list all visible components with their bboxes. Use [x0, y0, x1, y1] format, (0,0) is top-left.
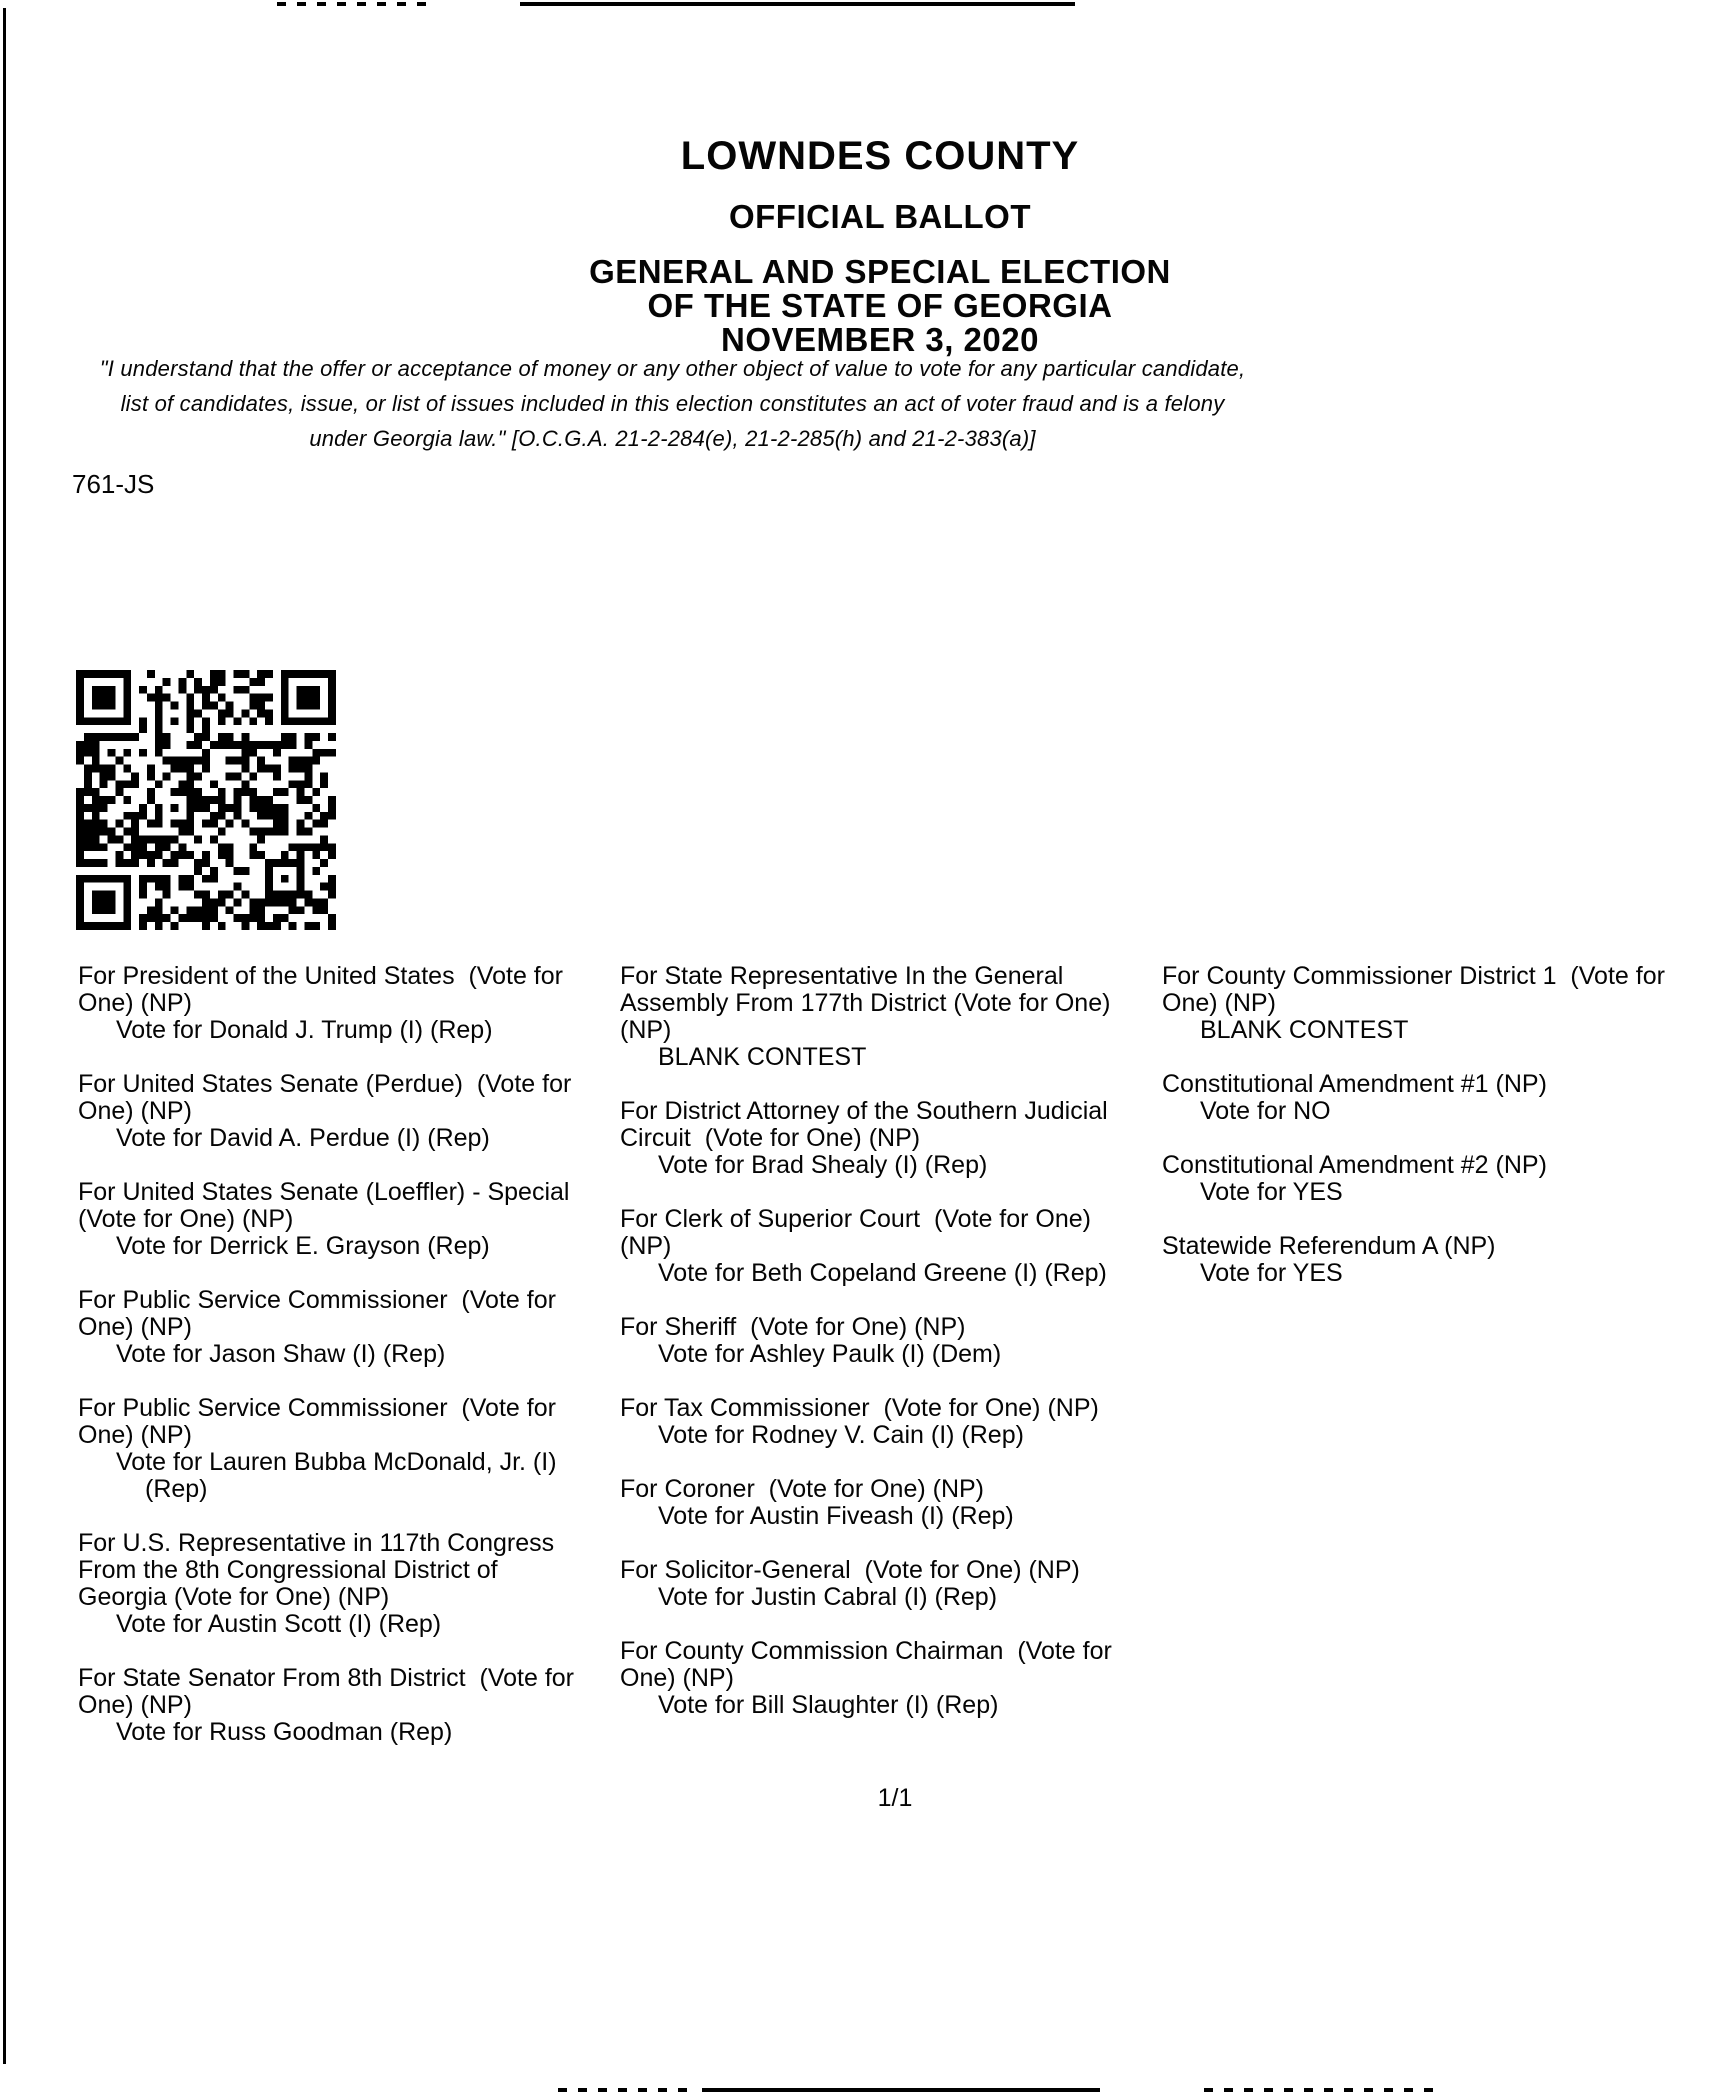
contest-columns [78, 963, 1722, 1773]
contest-title: For President of the United States (Vote for One) (NP) [78, 962, 570, 1017]
ballot-style-code: 761-JS [72, 469, 155, 499]
ballot-type-title: OFFICIAL BALLOT [728, 198, 1032, 235]
contest-vote: Vote for Ashley Paulk (I) (Dem) [658, 1340, 1002, 1368]
contest-vote: BLANK CONTEST [658, 1043, 867, 1071]
contest [78, 1530, 578, 1638]
contest-title: For County Commission Chairman (Vote for One) (NP) [620, 1637, 1119, 1692]
contest [620, 1395, 1120, 1449]
contest-column-3 [1162, 963, 1722, 1773]
contest-title: For United States Senate (Loeffler) - Special (Vote for One) (NP) [78, 1178, 584, 1233]
contest-vote: Vote for YES [1200, 1259, 1343, 1287]
election-title-line2: OF THE STATE OF GEORGIA [647, 287, 1113, 324]
contest [1162, 963, 1722, 1044]
contest-vote: Vote for Russ Goodman (Rep) [116, 1718, 453, 1746]
contest-column-1 [78, 962, 584, 1773]
contest [78, 1071, 578, 1152]
contest [620, 1557, 1120, 1611]
contest-vote: Vote for Rodney V. Cain (I) (Rep) [658, 1421, 1024, 1449]
contest [620, 1476, 1120, 1530]
contest-vote: Vote for Jason Shaw (I) (Rep) [116, 1340, 446, 1368]
election-title-line1: GENERAL AND SPECIAL ELECTION [589, 253, 1171, 290]
ballot-header [30, 0, 1728, 357]
contest [620, 1206, 1120, 1287]
contest-vote: Vote for Justin Cabral (I) (Rep) [658, 1583, 998, 1611]
contest-vote: BLANK CONTEST [1200, 1016, 1409, 1044]
contest-title: For State Representative In the General Assembly From 177th District (Vote for One) (NP) [620, 962, 1118, 1044]
contest [78, 1395, 578, 1503]
contest-vote: Vote for Donald J. Trump (I) (Rep) [116, 1016, 493, 1044]
contest-vote: Vote for Derrick E. Grayson (Rep) [116, 1232, 490, 1260]
contest [78, 963, 578, 1044]
contest-title: For Tax Commissioner (Vote for One) (NP) [620, 1394, 1099, 1422]
fraud-disclaimer-line3: under Georgia law." [O.C.G.A. 21-2-284(e), 21-2-285(h) and 21-2-383(a)] [309, 426, 1036, 451]
contest [78, 1178, 584, 1260]
contest-title: Statewide Referendum A (NP) [1162, 1232, 1496, 1260]
contest-vote: Vote for Beth Copeland Greene (I) (Rep) [658, 1259, 1107, 1287]
fraud-disclaimer-line2: list of candidates, issue, or list of issues included in this election constitutes an act of voter fraud and is a felony [120, 391, 1225, 416]
contest-vote: Vote for Lauren Bubba McDonald, Jr. (I) (Rep) [116, 1448, 564, 1503]
contest-title: For Sheriff (Vote for One) (NP) [620, 1313, 966, 1341]
contest [620, 963, 1120, 1071]
scan-edge-bottom-dashes-left [558, 2088, 698, 2092]
contest-title: For Coroner (Vote for One) (NP) [620, 1475, 985, 1503]
contest [1162, 1233, 1722, 1287]
scan-edge-bottom-line [702, 2088, 1100, 2092]
contest-vote: Vote for NO [1200, 1097, 1331, 1125]
contest-title: For Clerk of Superior Court (Vote for One) (NP) [620, 1205, 1098, 1260]
contest [78, 1664, 581, 1746]
fraud-disclaimer-line1: "I understand that the offer or acceptance of money or any other object of value to vote for any particular candidate, [99, 356, 1246, 381]
contest-vote: Vote for David A. Perdue (I) (Rep) [116, 1124, 490, 1152]
qr-code-icon [76, 670, 336, 930]
contest [620, 1314, 1120, 1368]
contest-vote: Vote for YES [1200, 1178, 1343, 1206]
contest [1162, 1152, 1722, 1206]
contest [620, 1098, 1120, 1179]
county-title: LOWNDES COUNTY [680, 134, 1080, 178]
contest-column-2 [620, 963, 1120, 1773]
contest-title: For Public Service Commissioner (Vote for One) (NP) [78, 1286, 563, 1341]
contest-vote: Vote for Austin Scott (I) (Rep) [116, 1610, 442, 1638]
page-number: 1/1 [877, 1784, 913, 1812]
qr-code-canvas [76, 670, 336, 930]
fraud-disclaimer [40, 351, 1305, 456]
contest-title: For United States Senate (Perdue) (Vote for One) (NP) [78, 1070, 579, 1125]
contest-vote: Vote for Bill Slaughter (I) (Rep) [658, 1691, 999, 1719]
contest-title: For County Commissioner District 1 (Vote for One) (NP) [1162, 962, 1672, 1017]
contest-vote: Vote for Brad Shealy (I) (Rep) [658, 1151, 988, 1179]
contest [620, 1638, 1120, 1719]
contest-title: Constitutional Amendment #2 (NP) [1162, 1151, 1547, 1179]
contest-title: Constitutional Amendment #1 (NP) [1162, 1070, 1547, 1098]
election-date: NOVEMBER 3, 2020 [721, 321, 1039, 358]
contest-vote: Vote for Austin Fiveash (I) (Rep) [658, 1502, 1014, 1530]
scan-edge-bottom-dashes-right [1204, 2088, 1440, 2092]
scan-edge-left [3, 8, 6, 2064]
contest [1162, 1071, 1722, 1125]
election-title-block [30, 255, 1728, 357]
contest-title: For U.S. Representative in 117th Congress From the 8th Congressional District of Georgia (Vote for One) (NP) [78, 1529, 562, 1611]
contest-title: For State Senator From 8th District (Vote for One) (NP) [78, 1664, 581, 1719]
contest-title: For Solicitor-General (Vote for One) (NP) [620, 1556, 1080, 1584]
contest-title: For Public Service Commissioner (Vote for One) (NP) [78, 1394, 563, 1449]
contest [78, 1287, 578, 1368]
contest-title: For District Attorney of the Southern Judicial Circuit (Vote for One) (NP) [620, 1097, 1115, 1152]
